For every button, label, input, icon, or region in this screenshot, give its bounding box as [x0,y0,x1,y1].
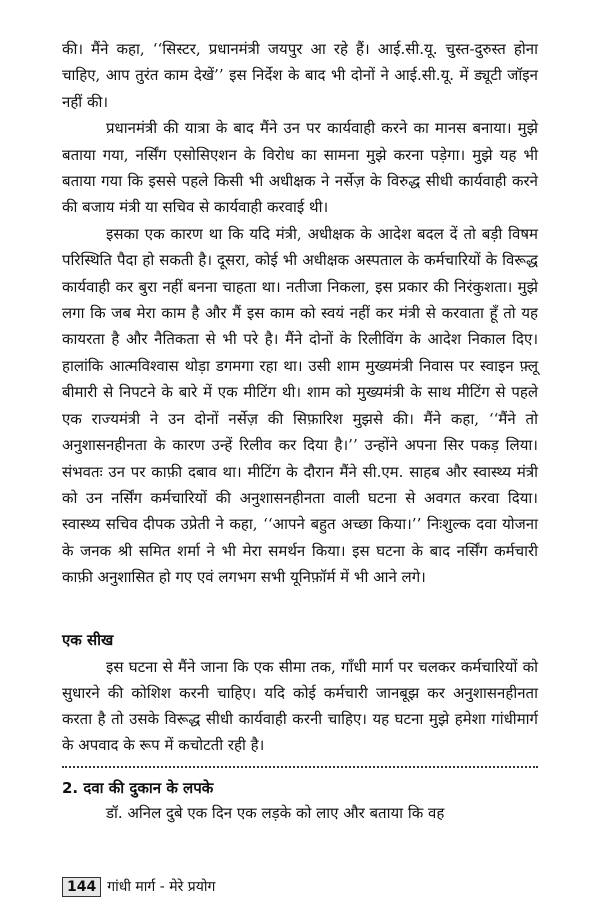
lesson-heading: एक सीख [62,631,114,649]
paragraph-3: इसका एक कारण था कि यदि मंत्री, अधीक्षक के आदेश बदल दें तो बड़ी विषम परिस्थिति पैदा हो सकती है। दूसरा, कोई भी अधीक्षक अस्पताल के कर्मचारियों के विरूद्ध कार्यवाही कर बुरा नहीं बनना चाहता था। नतीजा निकला, इस प्रकार की निरंकुशता। मुझे लगा कि जब मेरा काम है और मैं इस काम को स्वयं नहीं कर मंत्री से करवाता हूँ तो यह कायरता है और नैतिकता से भी परे है। मैंने दोनों के रिलीविंग के आदेश निकाल दिए। हालांकि आत्मविश्वास थोड़ा डगमगा रहा था। उसी शाम मुख्यमंत्री निवास पर स्वाइन फ़्लू बीमारी से निपटने के बारे में एक मीटिंग थी। शाम को मुख्यमंत्री के साथ मीटिंग से पहले एक राज्यमंत्री ने उन दोनों नर्सेज़ की सिफ़ारिश मुझसे की। मैंने कहा, ‘‘मैंने तो अनुशासनहीनता के कारण उन्हें रिलीव कर दिया है।’’ उन्होंने अपना सिर पकड़ लिया। संभवतः उन पर काफ़ी दबाव था। मीटिंग के दौरान मैंने सी.एम. साहब और स्वास्थ्य मंत्री को उन नर्सिंग कर्मचारियों की अनुशासनहीनता वाली घटना से अवगत करवा दिया। स्वास्थ्य सचिव दीपक उप्रेती ने कहा, ‘‘आपने बहुत अच्छा किया।’’ निःशुल्क दवा योजना के जनक श्री समित शर्मा ने भी मेरा समर्थन किया। इस घटना के बाद नर्सिंग कर्मचारी काफ़ी अनुशासित हो गए एवं लगभग सभी यूनिफ़ॉर्म में भी आने लगे। [62,224,538,587]
section-2-heading: 2. दवा की दुकान के लपके [62,779,214,797]
paragraph-1: की। मैंने कहा, ‘‘सिस्टर, प्रधानमंत्री जयपुर आ रहे हैं। आई.सी.यू. चुस्त-दुरुस्त होना चाहिए, आप तुरंत काम देखें’’ इस निर्देश के बाद भी दोनों ने आई.सी.यू. में ड्यूटी जॉइन नहीं की। [62,40,538,111]
section-2-paragraph: डॉ. अनिल दुबे एक दिन एक लड़के को लाए और बताया कि वह [106,804,445,822]
section-divider [62,766,538,768]
book-title: गांधी मार्ग - मेरे प्रयोग [107,879,216,895]
section-1-body [62,36,538,591]
lesson-paragraph: इस घटना से मैंने जाना कि एक सीमा तक, गाँधी मार्ग पर चलकर कर्मचारियों को सुधारने की कोशिश करनी चाहिए। यदि कोई कर्मचारी जानबूझ कर अनुशासनहीनता करता है तो उसके विरूद्ध सीधी कार्यवाही करनी चाहिए। यह घटना मुझे हमेशा गांधीमार्ग के अपवाद के रूप में कचोटती रही है। [62,658,538,754]
page-number: 144 [62,877,101,897]
paragraph-2: प्रधानमंत्री की यात्रा के बाद मैंने उन पर कार्यवाही करने का मानस बनाया। मुझे बताया गया, नर्सिंग एसोसिएशन के विरोध का सामना मुझे करना पड़ेगा। मुझे यह भी बताया गया कि इससे पहले किसी भी अधीक्षक ने नर्सेज़ के विरुद्ध सीधी कार्यवाही करने की बजाय मंत्री या सचिव से कार्यवाही करवाई थी। [62,119,538,217]
page-footer [62,876,215,898]
